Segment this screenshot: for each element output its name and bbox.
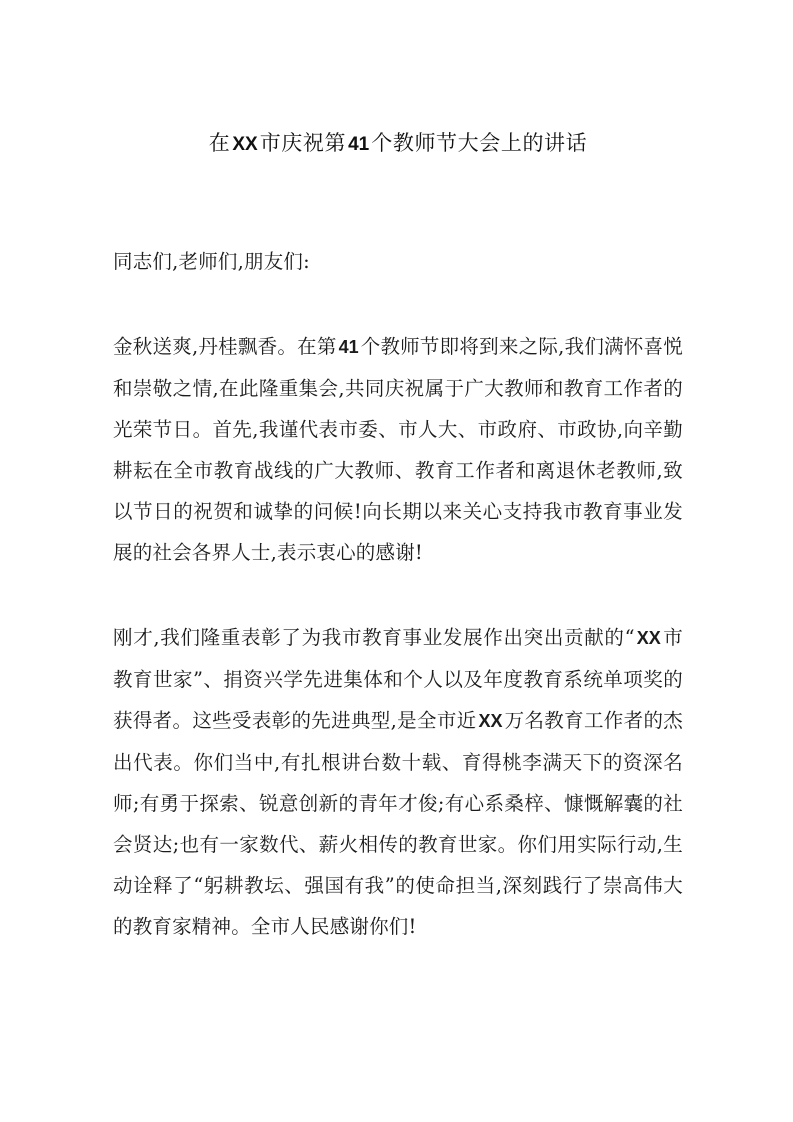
cjk-run: 在 [208, 131, 231, 155]
cjk-run: 刚才,我们隆重表彰了为我市教育事业发展作出突出贡献的“ [113, 626, 635, 649]
title-top-spacer [113, 0, 683, 128]
salutation: 同志们,老师们,朋友们: [113, 250, 310, 273]
paragraph-greeting [113, 326, 683, 573]
salutation-bottom-spacer [113, 282, 683, 326]
latin-run: XX [232, 134, 258, 155]
cjk-run: 市庆祝第 [259, 131, 347, 155]
cjk-run: 万名教育工作者的杰出代表。你们当中,有扎根讲台数十载、育得桃李满天下的资深名师;有勇于探索、锐意创新的青年才俊;有心系桑梓、慷慨解囊的社会贤达;也有一家数代、薪火相传的教育世家。你们用实际行动,生动诠释了“躬耕教坛、强国有我”的使命担当,深刻践行了崇高伟大的教育家精神。全市人民感谢你们! [113, 709, 683, 938]
cjk-run: 个教师节大会上的讲话 [371, 131, 588, 155]
cjk-run: 金秋送爽,丹桂飘香。在第 [113, 335, 337, 358]
paragraph-commendation [113, 617, 683, 947]
salutation-top-spacer [113, 200, 683, 241]
cjk-run: 市教育世家”、捐资兴学先进集体和个人以及年度教育系统单项奖的获得者。这些受表彰的先进典型,是全市近 [113, 626, 684, 732]
latin-run: XX [636, 628, 661, 648]
latin-run: 41 [338, 337, 359, 357]
cjk-run: 个教师节即将到来之际,我们满怀喜悦和崇敬之情,在此隆重集会,共同庆祝属于广大教师和教育工作者的光荣节日。首先,我谨代表市委、市人大、市政府、市政协,向辛勤耕耘在全市教育战线的广大教师、教育工作者和离退休老教师,致以节日的祝贺和诚挚的问候!向长期以来关心支持我市教育事业发展的社会各界人士,表示衷心的感谢! [113, 335, 683, 564]
latin-run: 41 [348, 134, 370, 155]
paragraph-gap [113, 573, 683, 617]
latin-run: XX [478, 711, 503, 731]
document-title [113, 128, 683, 160]
document-body [113, 0, 683, 947]
title-bottom-spacer [113, 160, 683, 200]
